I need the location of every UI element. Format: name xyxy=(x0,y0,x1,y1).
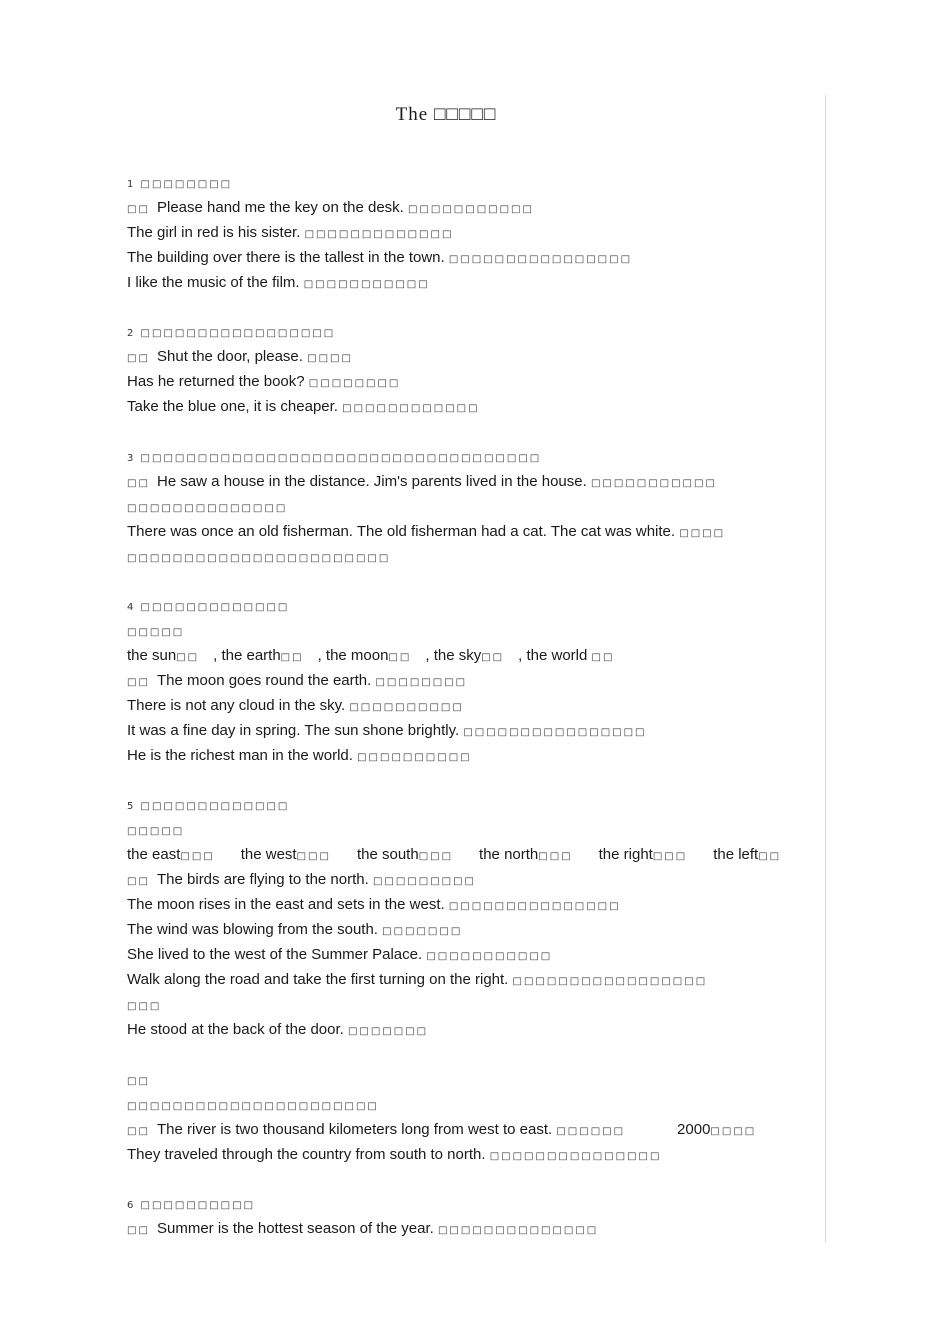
section-4-subheading: □□□□□ xyxy=(127,627,185,638)
page-title: The □□□□□ xyxy=(395,104,497,125)
section-5-example-4: She lived to the west of the Summer Palace. □□□□□□□□□□□ xyxy=(127,946,553,963)
word-item: , the earth□□ xyxy=(213,647,304,664)
word-item: the left□□ xyxy=(713,846,782,863)
word-item: , the sky□□ xyxy=(425,647,505,664)
word-item: the sun□□ xyxy=(127,647,200,664)
section-4-example-2: There is not any cloud in the sky. □□□□□□□□□□ xyxy=(127,697,464,714)
section-5-example-3: The wind was blowing from the south. □□□□□□□ xyxy=(127,921,463,938)
section-5-example-5-cont: □□□ xyxy=(127,1001,162,1012)
section-5-example-6: He stood at the back of the door. □□□□□□□ xyxy=(127,1021,429,1038)
section-2-heading: 2 □□□□□□□□□□□□□□□□□ xyxy=(127,328,336,339)
note-example-2: They traveled through the country from south to north. □□□□□□□□□□□□□□□ xyxy=(127,1146,662,1163)
section-2-example-2: Has he returned the book? □□□□□□□□ xyxy=(127,373,401,390)
section-5-heading: 5 □□□□□□□□□□□□□ xyxy=(127,801,290,812)
note-text: □□□□□□□□□□□□□□□□□□□□□□ xyxy=(127,1101,379,1112)
section-5-example-1: □□ The birds are flying to the north. □□□□□□□□□ xyxy=(127,871,476,888)
section-4-example-3: It was a fine day in spring. The sun shone brightly. □□□□□□□□□□□□□□□□ xyxy=(127,722,647,739)
section-6-heading: 6 □□□□□□□□□□ xyxy=(127,1200,256,1211)
section-4-word-list xyxy=(127,647,614,667)
section-5-word-list xyxy=(127,846,781,866)
section-2-example-3: Take the blue one, it is cheaper. □□□□□□□□□□□□ xyxy=(127,398,480,415)
word-item: , the moon□□ xyxy=(317,647,412,664)
section-4-example-4: He is the richest man in the world. □□□□□□□□□□ xyxy=(127,747,472,764)
section-5-example-2: The moon rises in the east and sets in the west. □□□□□□□□□□□□□□□ xyxy=(127,896,621,913)
section-4-example-1: □□ The moon goes round the earth. □□□□□□□□ xyxy=(127,672,468,689)
section-1-example-2: The girl in red is his sister. □□□□□□□□□□□□□ xyxy=(127,224,454,241)
section-3-heading: 3 □□□□□□□□□□□□□□□□□□□□□□□□□□□□□□□□□□□ xyxy=(127,453,542,464)
section-3-example-1-cont: □□□□□□□□□□□□□□ xyxy=(127,503,288,514)
word-item: , the world □□ xyxy=(518,647,615,664)
section-1-example-3: The building over there is the tallest in the town. □□□□□□□□□□□□□□□□ xyxy=(127,249,633,266)
section-1-example-4: I like the music of the film. □□□□□□□□□□□ xyxy=(127,274,430,291)
section-6-example-1: □□ Summer is the hottest season of the year. □□□□□□□□□□□□□□ xyxy=(127,1220,599,1237)
word-item: the right□□□ xyxy=(598,846,688,863)
word-item: the north□□□ xyxy=(479,846,573,863)
section-1-heading: 1 □□□□□□□□ xyxy=(127,179,233,190)
section-5-example-5: Walk along the road and take the first turning on the right. □□□□□□□□□□□□□□□□□ xyxy=(127,971,708,988)
section-3-example-2: There was once an old fisherman. The old fisherman had a cat. The cat was white. □□□□ xyxy=(127,523,726,540)
section-1-example-1: □□ Please hand me the key on the desk. □□□□□□□□□□□ xyxy=(127,199,534,216)
word-item: the east□□□ xyxy=(127,846,215,863)
section-3-example-2-cont: □□□□□□□□□□□□□□□□□□□□□□□ xyxy=(127,553,391,564)
section-5-subheading: □□□□□ xyxy=(127,826,185,837)
note-example-1: □□ The river is two thousand kilometers long from west to east. □□□□□□ 2000□□□□ xyxy=(127,1121,757,1138)
section-4-heading: 4 □□□□□□□□□□□□□ xyxy=(127,602,290,613)
section-2-example-1: □□ Shut the door, please. □□□□ xyxy=(127,348,353,365)
word-item: the west□□□ xyxy=(240,846,331,863)
page-margin-rule xyxy=(825,95,826,1243)
word-item: the south□□□ xyxy=(356,846,454,863)
section-3-example-1: □□ He saw a house in the distance. Jim's parents lived in the house. □□□□□□□□□□□ xyxy=(127,473,717,490)
note-heading: □□ xyxy=(127,1076,150,1087)
